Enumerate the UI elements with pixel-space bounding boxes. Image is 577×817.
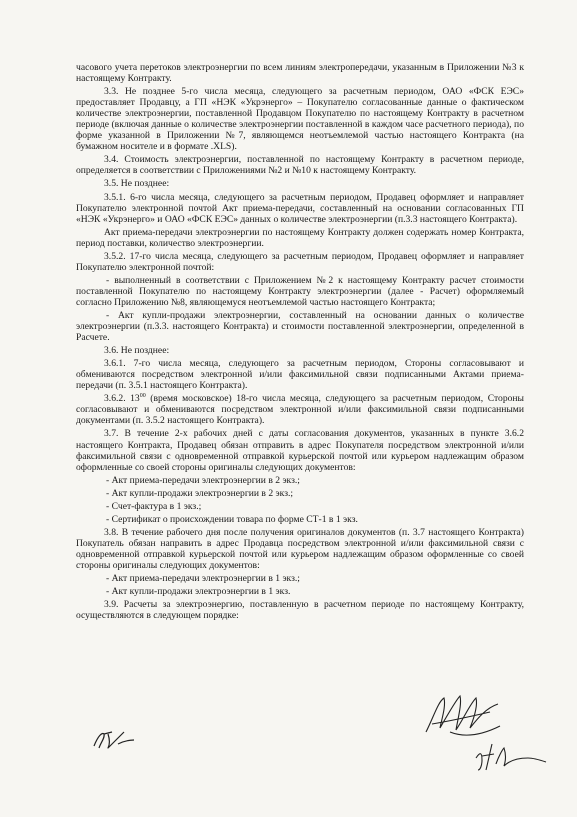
doc-list-item-5: - Акт приема-передачи электроэнергии в 1 экз.; xyxy=(106,573,300,585)
clause-3-6-2-rest: (время московское) 18-го числа месяца, следующего за расчетным периодом, Стороны согласовывают и обмениваются посредством электронной и/или факсимильной связи подписанными документами (п. 3.5.2 настоящего Контракта). xyxy=(76,393,525,427)
paragraph-continuation: часового учета перетоков электроэнергии по всем линиям электропередачи, указанным в Приложении №3 к настоящему Контракту. xyxy=(76,62,524,85)
list-item-sale-act: - Акт купли-продажи электроэнергии, составленный на основании данных о количестве электроэнергии (п.3.3. настоящего Контракта) и стоимости поставленной электроэнергии, определенной в Расчете. xyxy=(76,309,524,344)
signature-left xyxy=(90,726,138,752)
clause-3-6: 3.6. Не позднее: xyxy=(104,345,170,357)
document-body xyxy=(76,62,524,623)
doc-list-item-1: - Акт приема-передачи электроэнергии в 2 экз.; xyxy=(106,474,300,486)
clause-3-6-1: 3.6.1. 7-го числа месяца, следующего за расчетным периодом, Стороны согласовывают и обмениваются посредством электронной и/или факсимильной связи подписанными Актами приема-передачи (п. 3.5.1 настоящего Контракта). xyxy=(76,358,524,392)
doc-list-item-3: - Счет-фактура в 1 экз.; xyxy=(106,500,202,512)
clause-3-3: 3.3. Не позднее 5-го числа месяца, следующего за расчетным периодом, ОАО «ФСК ЕЭС» предоставляет Продавцу, а ГП «НЭК «Укрэнерго» – Покупателю согласованные данные о фактическом количестве электроэнергии, поставленной Продавцом Покупателю по настоящему Контракту в расчетном периоде (включая данные о количестве электроэнергии поставленной в каждом часе расчетного периода), по форме указанной в Приложении №7, являющемся неотъемлемой частью настоящего Контракта (на бумажном носителе и в формате .XLS). xyxy=(76,86,524,153)
list-item-calculation: - выполненный в соответствии с Приложением №2 к настоящему Контракту расчет стоимости поставленной Покупателю по настоящему Контракту электроэнергии (далее - Расчет) оформляемый согласно Приложению №8, являющемуся неотъемлемой частью настоящего Контракта; xyxy=(76,274,524,308)
clause-3-6-2-start: 3.6.2. 13 xyxy=(104,393,140,405)
clause-3-8: 3.8. В течение рабочего дня после получения оригиналов документов (п. 3.7 настоящего Контракта) Покупатель обязан направить в адрес Продавца посредством электронной и/или факсимильной связи с одновременной отправкой курьерской почтой или курьером надлежащим образом оформленные со своей стороны оригиналы следующих документов: xyxy=(76,526,524,571)
doc-list-item-2: - Акт купли-продажи электроэнергии в 2 экз.; xyxy=(106,487,294,499)
clause-3-5-1: 3.5.1. 6-го числа месяца, следующего за расчетным периодом, Продавец оформляет и направляет Покупателю электронной почтой Акт приема-передачи, составленный на основании согласованных ГП «НЭК «Укрэнерго» и ОАО «ФСК ЕЭС» данных о количестве электроэнергии (п.3.3 настоящего Контракта). xyxy=(76,191,524,225)
clause-3-5-2: 3.5.2. 17-го числа месяца, следующего за расчетным периодом, Продавец оформляет и направляет Покупателю электронной почтой: xyxy=(76,250,524,273)
clause-3-9: 3.9. Расчеты за электроэнергию, поставленную в расчетном периоде по настоящему Контракту, осуществляются в следующем порядке: xyxy=(76,599,524,622)
time-superscript: 00 xyxy=(139,393,146,400)
clause-3-7: 3.7. В течение 2-х рабочих дней с даты согласования документов, указанных в пункте 3.6.2 настоящего Контракта, Продавец обязан отправить в адрес Покупателя посредством электронной и/или факсимильной связи с одновременной отправкой курьерской почтой или курьером надлежащим образом оформленные со своей стороны оригиналы следующих документов: xyxy=(76,428,524,473)
doc-list-item-4: - Сертификат о происхождении товара по форме СТ-1 в 1 экз. xyxy=(106,513,358,525)
clause-3-5: 3.5. Не позднее: xyxy=(104,178,170,190)
signature-right-lower xyxy=(470,740,550,774)
doc-list-item-6: - Акт купли-продажи электроэнергии в 1 экз. xyxy=(106,586,291,598)
clause-3-6-2 xyxy=(76,393,524,426)
act-requirements: Акт приема-передачи электроэнергии по настоящему Контракту должен содержать номер Контракта, период поставки, количество электроэнергии. xyxy=(76,226,524,249)
clause-3-4: 3.4. Стоимость электроэнергии, поставленной по настоящему Контракту в расчетном периоде, определяется в соответствии с Приложениями №2 и №10 к настоящему Контракту. xyxy=(76,154,524,177)
